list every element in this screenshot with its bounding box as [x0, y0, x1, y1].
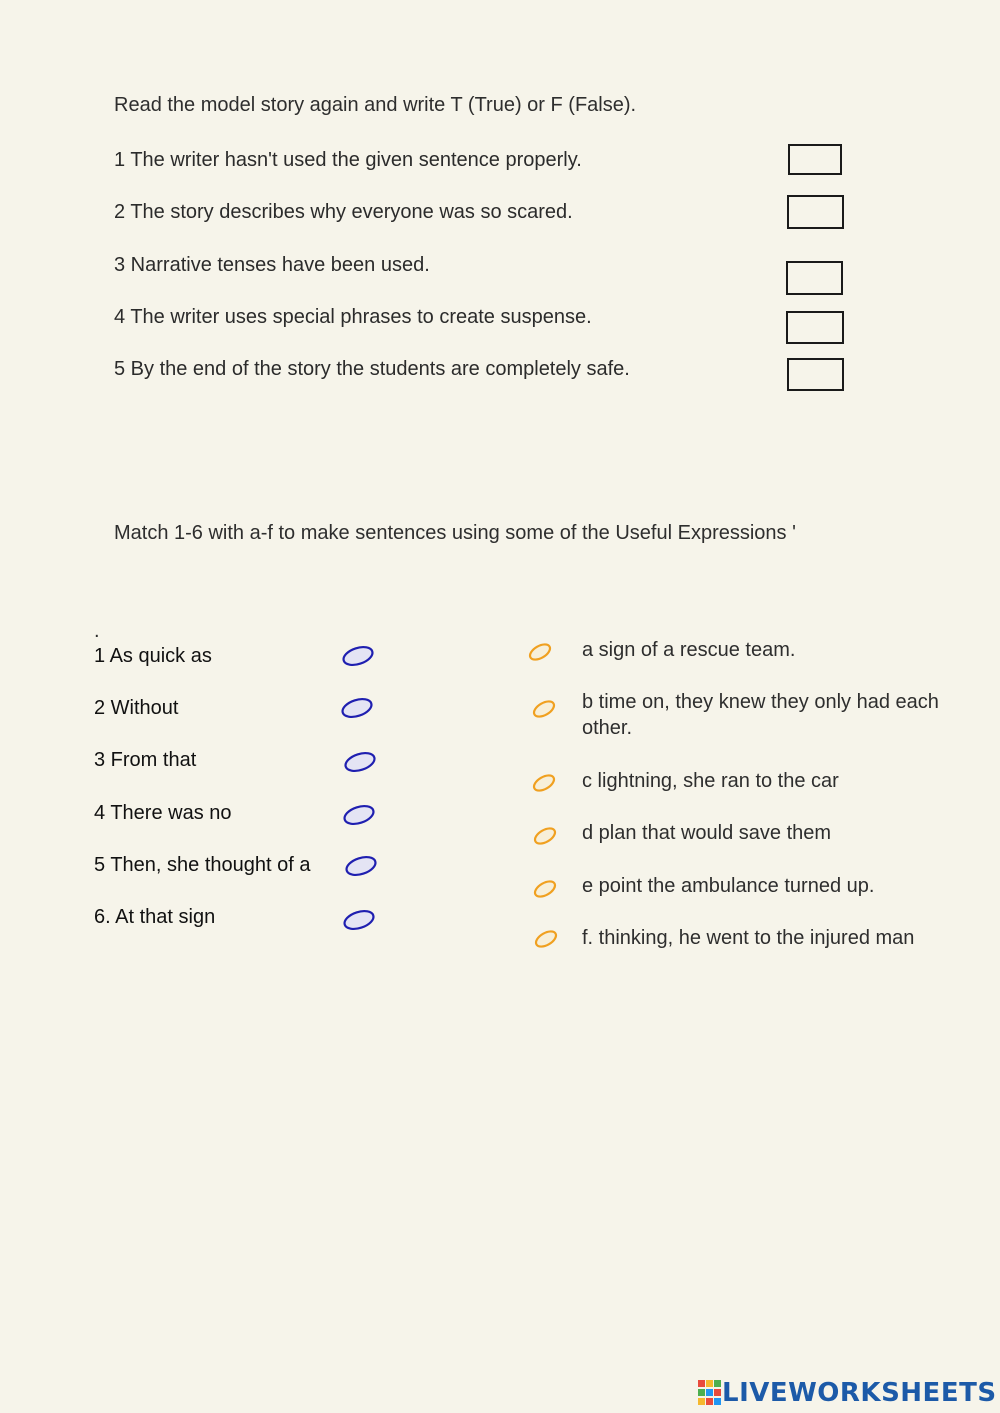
tf-answer-box-2[interactable] — [787, 195, 844, 229]
match-right-connector-e[interactable] — [530, 877, 560, 901]
liveworksheets-logo-icon — [698, 1380, 722, 1406]
match-left-item-2: 2 Without — [94, 697, 179, 719]
tf-answer-box-4[interactable] — [786, 311, 844, 344]
match-left-connector-4[interactable] — [341, 802, 377, 828]
tf-statement-2: 2 The story describes why everyone was so scared. — [114, 201, 573, 223]
match-right-item-c: c lightning, she ran to the car — [582, 770, 839, 792]
liveworksheets-logo — [698, 1376, 997, 1410]
match-right-item-f: f. thinking, he went to the injured man — [582, 927, 915, 949]
match-right-item-b: b time on, they knew they only had each other. — [582, 691, 939, 739]
match-left-item-1: 1 As quick as — [94, 645, 212, 667]
tf-statement-5: 5 By the end of the story the students are completely safe. — [114, 358, 630, 380]
match-left-connector-6[interactable] — [341, 907, 377, 933]
match-right-connector-b[interactable] — [529, 697, 559, 721]
tf-instruction: Read the model story again and write T (True) or F (False). — [114, 94, 637, 116]
match-left-connector-2[interactable] — [339, 695, 375, 721]
match-left-connector-5[interactable] — [343, 853, 379, 879]
match-right-item-a: a sign of a rescue team. — [582, 639, 796, 661]
match-left-item-3: 3 From that — [94, 749, 197, 771]
match-instruction: Match 1-6 with a-f to make sentences using some of the Useful Expressions ' — [114, 522, 796, 544]
stray-dot: . — [94, 620, 100, 642]
match-right-item-d: d plan that would save them — [582, 822, 832, 844]
tf-statement-1: 1 The writer hasn't used the given sentence properly. — [114, 149, 582, 171]
match-right-connector-d[interactable] — [530, 824, 560, 848]
match-left-item-4: 4 There was no — [94, 802, 232, 824]
match-left-connector-1[interactable] — [340, 643, 376, 669]
tf-statement-4: 4 The writer uses special phrases to create suspense. — [114, 306, 592, 328]
match-right-connector-a[interactable] — [525, 640, 555, 664]
match-left-item-6: 6. At that sign — [94, 906, 216, 928]
tf-answer-box-3[interactable] — [786, 261, 843, 295]
match-right-connector-f[interactable] — [531, 927, 561, 951]
match-right-item-e: e point the ambulance turned up. — [582, 875, 875, 897]
tf-answer-box-1[interactable] — [788, 144, 842, 175]
match-left-item-5: 5 Then, she thought of a — [94, 854, 311, 876]
match-left-connector-3[interactable] — [342, 749, 378, 775]
tf-answer-box-5[interactable] — [787, 358, 844, 391]
liveworksheets-logo-text: LIVEWORKSHEETS — [722, 1378, 997, 1408]
tf-statement-3: 3 Narrative tenses have been used. — [114, 254, 430, 276]
match-right-connector-c[interactable] — [529, 771, 559, 795]
